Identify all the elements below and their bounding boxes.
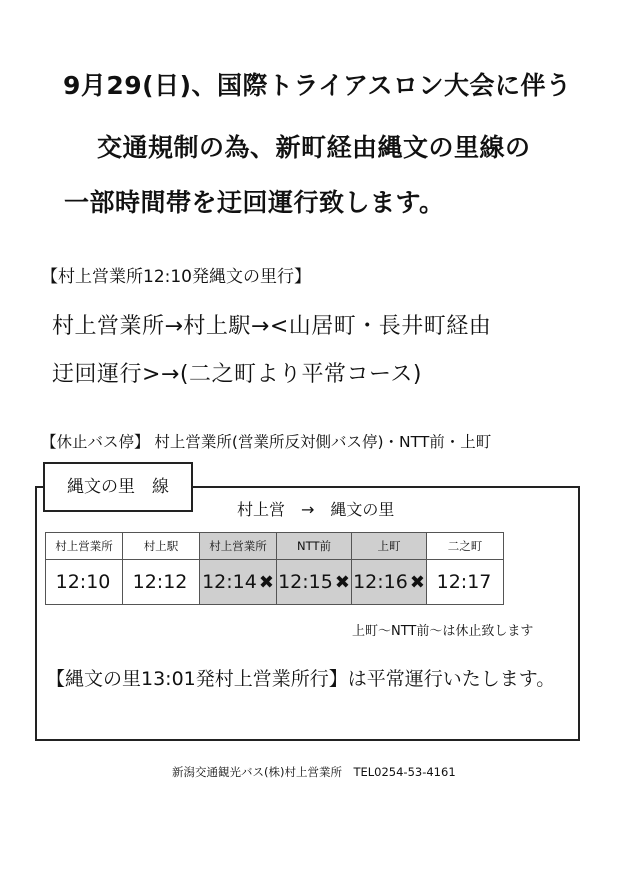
time-value: 12:17 — [436, 571, 492, 593]
notice-heading-line-1: 9月29(日)、国際トライアスロン大会に伴う — [63, 71, 572, 100]
timetable-header-row — [46, 533, 504, 560]
time-cell — [46, 560, 123, 605]
suspended-mark-icon: ✖ — [258, 572, 274, 593]
time-value: 12:10 — [55, 571, 111, 593]
timetable-direction: 村上営 → 縄文の里 — [237, 500, 395, 519]
time-value: 12:14 — [202, 571, 257, 593]
return-service-note: 【縄文の里13:01発村上営業所行】は平常運行いたします。 — [46, 668, 556, 690]
detour-route-line-1: 村上営業所→村上駅→<山居町・長井町経由 — [52, 314, 492, 339]
time-cell — [123, 560, 200, 605]
notice-heading-line-3: 一部時間帯を迂回運行致します。 — [64, 188, 445, 217]
stop-header: 村上営業所 — [200, 533, 277, 560]
time-cell — [427, 560, 504, 605]
stop-header: 村上駅 — [123, 533, 200, 560]
time-value: 12:15 — [278, 571, 333, 593]
stop-header: 村上営業所 — [46, 533, 123, 560]
time-value: 12:16 — [353, 571, 408, 593]
timetable — [45, 532, 504, 605]
notice-heading-line-2: 交通規制の為、新町経由縄文の里線の — [97, 133, 531, 162]
stop-header: 上町 — [352, 533, 427, 560]
suspended-mark-icon: ✖ — [409, 572, 425, 593]
detour-route-label: 【村上営業所12:10発縄文の里行】 — [41, 267, 311, 287]
time-cell — [200, 560, 277, 605]
detour-route-line-2: 迂回運行>→(二之町より平常コース) — [52, 362, 422, 387]
line-name-tab: 縄文の里 線 — [43, 462, 193, 512]
suspended-stops-text: 【休止バス停】 村上営業所(営業所反対側バス停)・NTT前・上町 — [41, 433, 492, 451]
timetable-time-row — [46, 560, 504, 605]
stop-header: NTT前 — [277, 533, 352, 560]
time-cell — [352, 560, 427, 605]
timetable-panel — [35, 486, 580, 741]
time-value: 12:12 — [132, 571, 188, 593]
time-cell — [277, 560, 352, 605]
stop-header: 二之町 — [427, 533, 504, 560]
suspension-note: 上町～NTT前～は休止致します — [352, 624, 534, 639]
suspended-mark-icon: ✖ — [334, 572, 350, 593]
operator-footer: 新潟交通観光バス(株)村上営業所 TEL0254-53-4161 — [172, 765, 456, 779]
